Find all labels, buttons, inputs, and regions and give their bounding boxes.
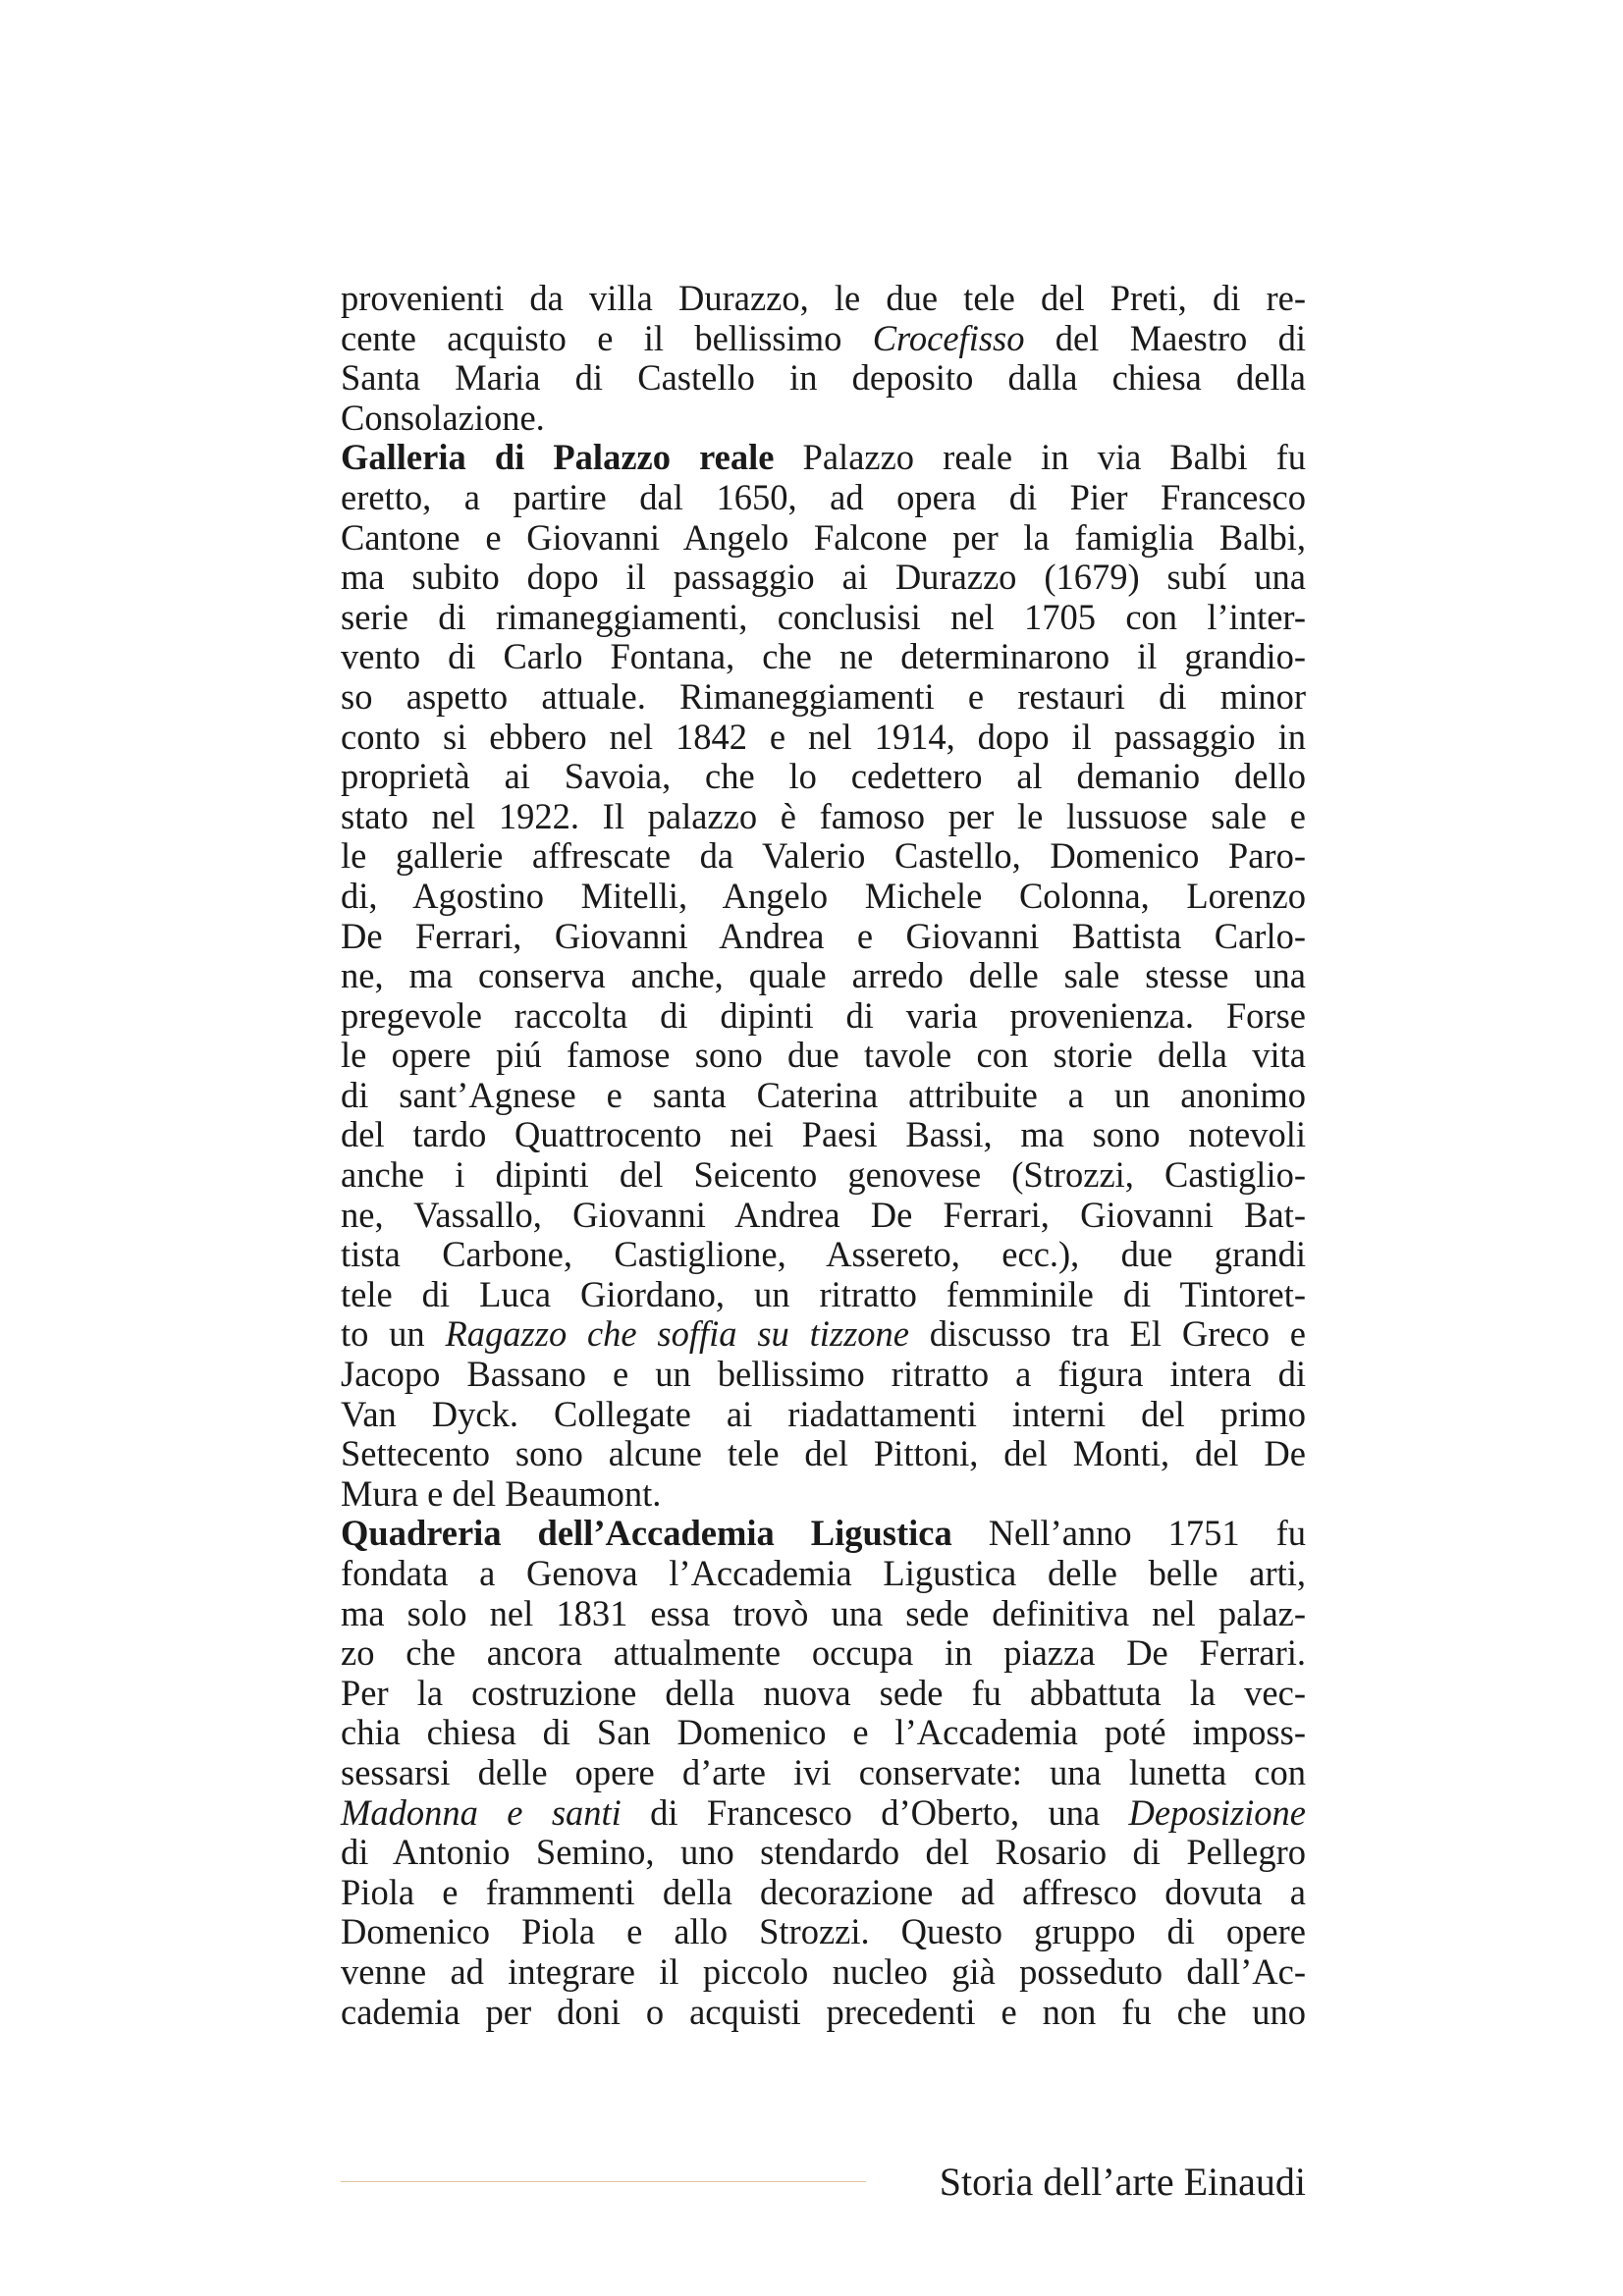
- text-run: discusso tra El Greco e: [909, 1313, 1306, 1355]
- text-run: tista Carbone, Castiglione, Assereto, ecc.), due grandi: [341, 1234, 1306, 1275]
- text-run: serie di rimaneggiamenti, conclusisi nel 1705 con l’inter-: [341, 596, 1306, 637]
- text-line: [341, 877, 1306, 917]
- text-run: cademia per doni o acquisti precedenti e non fu che uno: [341, 1991, 1306, 2032]
- text-run: cente acquisto e il bellissimo: [341, 317, 873, 358]
- text-run: del Maestro di: [1024, 317, 1306, 358]
- text-run: venne ad integrare il piccolo nucleo già posseduto dall’Ac-: [341, 1950, 1306, 1992]
- text-line: [341, 1314, 1306, 1355]
- text-run: De Ferrari, Giovanni Andrea e Giovanni Battista Carlo-: [341, 915, 1306, 956]
- text-line: [341, 1155, 1306, 1196]
- text-run: conto si ebbero nel 1842 e nel 1914, dopo il passaggio in: [341, 716, 1306, 757]
- text-run: ne, ma conserva anche, quale arredo delle sale stesse una: [341, 955, 1306, 996]
- text-run: le opere piú famose sono due tavole con storie della vita: [341, 1035, 1306, 1076]
- text-line: [341, 1076, 1306, 1116]
- text-line: [341, 757, 1306, 797]
- section-heading: Quadreria dell’Accademia Ligustica: [341, 1513, 952, 1554]
- text-run: chia chiesa di San Domenico e l’Accademia poté imposs-: [341, 1712, 1306, 1753]
- text-run: Palazzo reale in via Balbi fu: [774, 437, 1306, 478]
- text-line: [341, 1036, 1306, 1076]
- artwork-title: Ragazzo che soffia su tizzone: [445, 1313, 909, 1355]
- text-line: [341, 1793, 1306, 1834]
- text-run: to un: [341, 1313, 446, 1355]
- text-run: anche i dipinti del Seicento genovese (Strozzi, Castiglio-: [341, 1154, 1306, 1196]
- text-line: [341, 598, 1306, 638]
- text-line: [341, 1235, 1306, 1275]
- text-run: so aspetto attuale. Rimaneggiamenti e restauri di minor: [341, 675, 1306, 717]
- text-line: [341, 1674, 1306, 1714]
- text-run: Settecento sono alcune tele del Pittoni, del Monti, del De: [341, 1433, 1306, 1474]
- text-line: [341, 1355, 1306, 1395]
- text-line: [341, 358, 1306, 399]
- text-line: [341, 279, 1306, 319]
- text-line: [341, 836, 1306, 877]
- text-run: le gallerie affrescate da Valerio Castello, Domenico Paro-: [341, 835, 1306, 877]
- text-line: [341, 1993, 1306, 2033]
- text-run: Piola e frammenti della decorazione ad affresco dovuta a: [341, 1871, 1306, 1912]
- text-line: [341, 399, 1306, 439]
- text-line: [341, 1633, 1306, 1674]
- text-run: ma solo nel 1831 essa trovò una sede definitiva nel palaz-: [341, 1592, 1306, 1633]
- text-run: fondata a Genova l’Accademia Ligustica delle belle arti,: [341, 1553, 1306, 1593]
- artwork-title: Madonna e santi: [341, 1791, 622, 1833]
- text-run: Van Dyck. Collegate ai riadattamenti interni del primo: [341, 1393, 1306, 1434]
- text-line: [341, 1395, 1306, 1435]
- text-line: [341, 1434, 1306, 1474]
- text-run: di Antonio Semino, uno stendardo del Rosario di Pellegro: [341, 1832, 1306, 1873]
- text-line: [341, 1196, 1306, 1236]
- text-line: [341, 1115, 1306, 1155]
- text-run: tele di Luca Giordano, un ritratto femminile di Tintoret-: [341, 1273, 1306, 1314]
- text-line: [341, 956, 1306, 996]
- text-line: [341, 1275, 1306, 1315]
- footer-rule: [341, 2181, 866, 2182]
- text-run: Santa Maria di Castello in deposito dalla chiesa della: [341, 357, 1306, 399]
- artwork-title: Crocefisso: [872, 317, 1025, 358]
- text-run: del tardo Quattrocento nei Paesi Bassi, ma sono notevoli: [341, 1114, 1306, 1155]
- text-line: [341, 677, 1306, 718]
- text-line: [341, 797, 1306, 837]
- text-line: [341, 1952, 1306, 1993]
- section-heading: Galleria di Palazzo reale: [341, 437, 775, 478]
- artwork-title: Deposizione: [1128, 1791, 1306, 1833]
- text-line: [341, 1594, 1306, 1634]
- text-run: zo che ancora attualmente occupa in piazza De Ferrari.: [341, 1632, 1306, 1674]
- text-run: Mura e del Beaumont.: [341, 1472, 662, 1514]
- text-line: [341, 518, 1306, 559]
- text-run: pregevole raccolta di dipinti di varia provenienza. Forse: [341, 994, 1306, 1036]
- text-line: [341, 438, 1306, 478]
- text-line: [341, 1753, 1306, 1793]
- text-run: Consolazione.: [341, 397, 545, 438]
- body-text: [341, 279, 1306, 2032]
- text-run: ne, Vassallo, Giovanni Andrea De Ferrari, Giovanni Bat-: [341, 1194, 1306, 1235]
- text-line: [341, 1833, 1306, 1873]
- text-line: [341, 478, 1306, 518]
- text-line: [341, 996, 1306, 1037]
- text-line: [341, 558, 1306, 598]
- text-run: vento di Carlo Fontana, che ne determinarono il grandio-: [341, 636, 1306, 677]
- text-run: Jacopo Bassano e un bellissimo ritratto a figura intera di: [341, 1354, 1306, 1395]
- footer-publisher-label: Storia dell’arte Einaudi: [939, 2160, 1306, 2204]
- text-line: [341, 718, 1306, 758]
- text-run: sessarsi delle opere d’arte ivi conservate: una lunetta con: [341, 1751, 1306, 1792]
- text-line: [341, 1713, 1306, 1753]
- text-line: [341, 1912, 1306, 1952]
- text-run: Cantone e Giovanni Angelo Falcone per la famiglia Balbi,: [341, 516, 1306, 558]
- text-run: di, Agostino Mitelli, Angelo Michele Colonna, Lorenzo: [341, 875, 1306, 916]
- text-run: eretto, a partire dal 1650, ad opera di Pier Francesco: [341, 476, 1306, 517]
- text-run: ma subito dopo il passaggio ai Durazzo (1679) subí una: [341, 557, 1306, 598]
- text-run: di sant’Agnese e santa Caterina attribuite a un anonimo: [341, 1074, 1306, 1115]
- text-line: [341, 1474, 1306, 1515]
- text-line: [341, 917, 1306, 957]
- text-run: Per la costruzione della nuova sede fu abbattuta la vec-: [341, 1672, 1306, 1713]
- text-run: provenienti da villa Durazzo, le due tele del Preti, di re-: [341, 278, 1306, 318]
- text-line: [341, 1554, 1306, 1594]
- text-run: proprietà ai Savoia, che lo cedettero al demanio dello: [341, 756, 1306, 797]
- text-line: [341, 1873, 1306, 1913]
- text-line: [341, 1514, 1306, 1554]
- text-run: Nell’anno 1751 fu: [951, 1513, 1306, 1554]
- text-run: di Francesco d’Oberto, una: [621, 1791, 1129, 1833]
- text-line: [341, 637, 1306, 677]
- text-run: stato nel 1922. Il palazzo è famoso per le lussuose sale e: [341, 795, 1306, 836]
- text-line: [341, 319, 1306, 359]
- text-run: Domenico Piola e allo Strozzi. Questo gruppo di opere: [341, 1911, 1306, 1952]
